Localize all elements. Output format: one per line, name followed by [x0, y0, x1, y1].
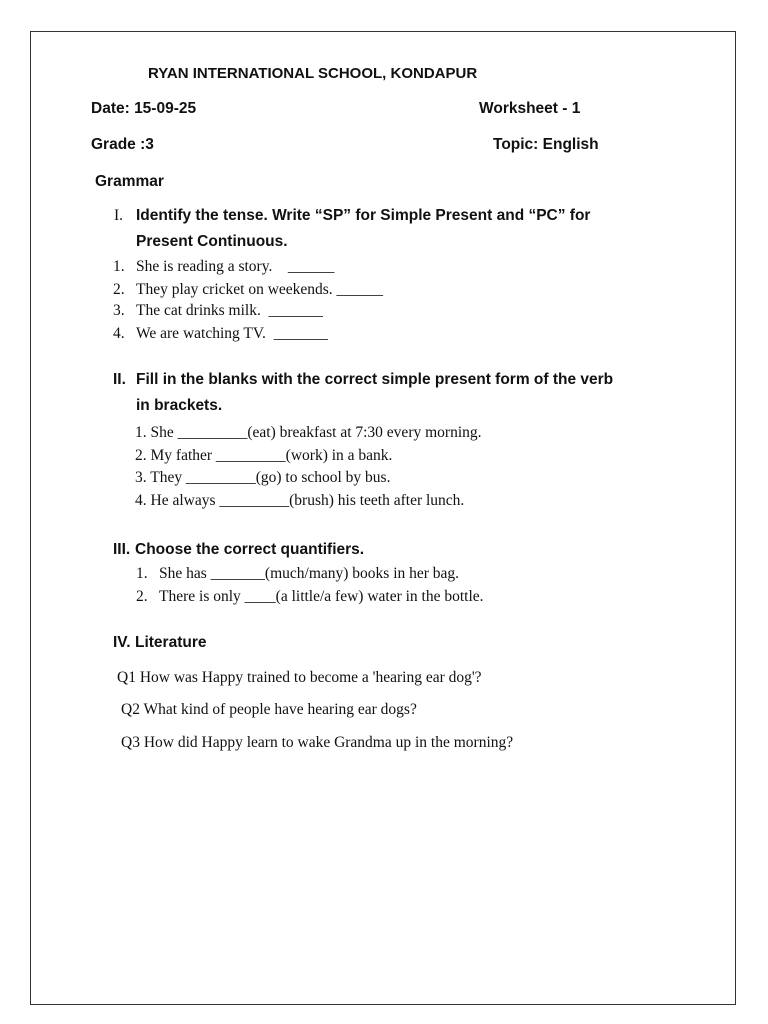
item-number: 4. — [113, 325, 125, 342]
item-number: 2. — [113, 281, 125, 298]
section-3-title: Choose the correct quantifiers. — [135, 541, 365, 558]
item-text: There is only ____(a little/a few) water in the bottle. — [159, 588, 484, 605]
item-text: She has _______(much/many) books in her bag. — [159, 565, 460, 582]
list-item — [136, 565, 460, 583]
item-number: 3. — [113, 302, 125, 319]
list-item — [113, 302, 323, 320]
literature-question: Q1 How was Happy trained to become a 'hearing ear dog'? — [117, 669, 482, 686]
item-number: 1. — [136, 565, 148, 582]
item-text: The cat drinks milk. _______ — [136, 302, 323, 319]
worksheet-label: Worksheet - 1 — [479, 100, 581, 117]
list-item — [113, 258, 335, 276]
list-item — [136, 588, 484, 606]
grade-label: Grade :3 — [91, 136, 154, 153]
section-2-numeral: II. — [113, 371, 126, 388]
section-4-title: Literature — [135, 634, 207, 651]
item-text: We are watching TV. _______ — [136, 325, 328, 342]
section-3-numeral: III. — [113, 541, 131, 558]
literature-question: Q3 How did Happy learn to wake Grandma up in the morning? — [121, 734, 514, 751]
list-item: 2. My father _________(work) in a bank. — [135, 447, 393, 464]
list-item: 1. She _________(eat) breakfast at 7:30 every morning. — [135, 424, 482, 441]
grammar-heading: Grammar — [95, 173, 164, 190]
list-item: 3. They _________(go) to school by bus. — [135, 469, 391, 486]
section-1-title-cont: Present Continuous. — [136, 233, 288, 250]
list-item: 4. He always _________(brush) his teeth after lunch. — [135, 492, 465, 509]
list-item — [113, 281, 384, 299]
item-number: 1. — [113, 258, 125, 275]
item-text: They play cricket on weekends. ______ — [136, 281, 384, 298]
section-4-numeral: IV. — [113, 634, 131, 651]
section-1-numeral: I. — [114, 207, 124, 224]
date-label: Date: 15-09-25 — [91, 100, 197, 117]
school-name: RYAN INTERNATIONAL SCHOOL, KONDAPUR — [148, 65, 478, 82]
section-1-title: Identify the tense. Write “SP” for Simple Present and “PC” for — [136, 207, 591, 224]
section-2-title-cont: in brackets. — [136, 397, 223, 414]
literature-question: Q2 What kind of people have hearing ear dogs? — [121, 701, 417, 718]
topic-label: Topic: English — [493, 136, 599, 153]
item-text: She is reading a story. ______ — [136, 258, 335, 275]
section-2-title: Fill in the blanks with the correct simple present form of the verb — [136, 371, 614, 388]
item-number: 2. — [136, 588, 148, 605]
list-item — [113, 325, 328, 343]
